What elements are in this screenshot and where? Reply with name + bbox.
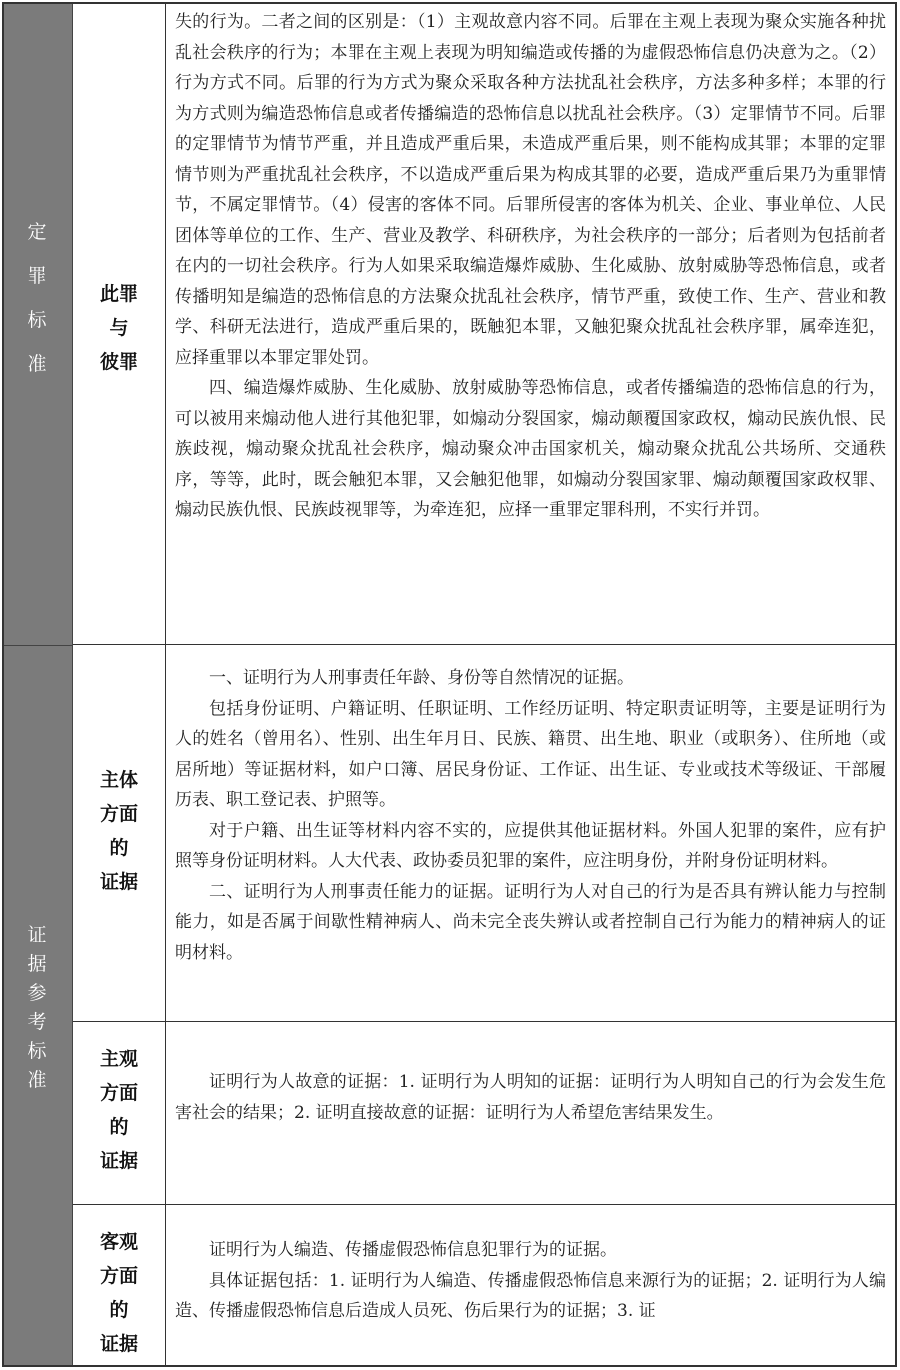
paragraph: 证明行为人故意的证据：1. 证明行为人明知的证据：证明行为人明知自己的行为会发生危害社会的结果；2. 证明直接故意的证据：证明行为人希望危害结果发生。: [175, 1072, 886, 1123]
section-sidebar-conviction-standard: [2, 2, 73, 645]
sidebar-char: 标: [27, 1040, 47, 1062]
sidebar-label: [2, 210, 72, 386]
row-label-line: 证据: [99, 871, 138, 893]
paragraph: 二、证明行为人刑事责任能力的证据。证明行为人对自己的行为是否具有辨认能力与控制能力，如是否属于间歇性精神病人、尚未完全丧失辨认或者控制自己行为能力的精神病人的证明材料。: [175, 881, 886, 963]
paragraph: 失的行为。二者之间的区别是：（1）主观故意内容不同。后罪在主观上表现为聚众实施各种扰乱社会秩序的行为；本罪在主观上表现为明知编造或传播的为虚假恐怖信息仍决意为之。（2）行为方式不同。后罪的行为方式为聚众采取各种方法扰乱社会秩序，方法多种多样；本罪的行为方式则为编造恐怖信息或者传播编造的恐怖信息以扰乱社会秩序。（3）定罪情节不同。后罪的定罪情节为情节严重，并且造成严重后果，未造成严重后果，则不能构成其罪；本罪的定罪情节则为严重扰乱社会秩序，不以造成严重后果为构成其罪的必要，造成严重后果乃为重罪情节，不属定罪情节。（4）侵害的客体不同。后罪所侵害的客体为机关、企业、事业单位、人民团体等单位的工作、生产、营业及教学、科研秩序，为社会秩序的一部分；后者则为包括前者在内的一切社会秩序。行为人如果采取编造爆炸威胁、生化威胁、放射威胁等恐怖信息，或者传播明知是编造的恐怖信息的方法聚众扰乱社会秩序，情节严重，致使工作、生产、营业和教学、科研无法进行，造成严重后果的，既触犯本罪，又触犯聚众扰乱社会秩序罪，属牵连犯，应择重罪以本罪定罪处罚。: [175, 12, 886, 368]
sidebar-char: 准: [27, 353, 47, 375]
sidebar-char: 准: [27, 1069, 47, 1091]
row-label-line: 的: [109, 1299, 129, 1321]
paragraph: 四、编造爆炸威胁、生化威胁、放射威胁等恐怖信息，或者传播编造的恐怖信息的行为，可以被用来煽动他人进行其他犯罪，如煽动分裂国家，煽动颠覆国家政权，煽动民族仇恨、民族歧视，煽动聚众扰乱社会秩序，煽动聚众冲击国家机关，煽动聚众扰乱公共场所、交通秩序，等等，此时，既会触犯本罪，又会触犯他罪，如煽动分裂国家罪、煽动颠覆国家政权罪、煽动民族仇恨、民族歧视罪等，为牵连犯，应择一重罪定罪科刑，不实行并罚。: [175, 378, 886, 520]
row-label-subject-evidence: [73, 645, 166, 1022]
sidebar-char: 罪: [27, 265, 47, 287]
row-label-line: 客观: [99, 1231, 138, 1253]
sidebar-char: 证: [27, 924, 47, 946]
row-label-line: 此罪: [99, 283, 138, 305]
row-content-this-vs-that-crime: [166, 2, 897, 645]
row-label-line: 方面: [99, 1265, 138, 1287]
row-label-line: 方面: [99, 803, 138, 825]
paragraph: 一、证明行为人刑事责任年龄、身份等自然情况的证据。: [209, 668, 634, 688]
sidebar-char: 参: [27, 982, 47, 1004]
row-label-line: 方面: [99, 1082, 138, 1104]
sidebar-char: 标: [27, 309, 47, 331]
row-content-subjective-evidence: [166, 1022, 897, 1205]
paragraph: 对于户籍、出生证等材料内容不实的，应提供其他证据材料。外国人犯罪的案件，应有护照等身份证明材料。人大代表、政协委员犯罪的案件，应注明身份，并附身份证明材料。: [175, 820, 886, 871]
row-content-objective-evidence: [166, 1205, 897, 1367]
row-label-line: 主体: [99, 769, 138, 791]
sidebar-char: 据: [27, 953, 47, 975]
row-label-objective-evidence: [73, 1205, 166, 1367]
row-label-line: 证据: [99, 1333, 138, 1355]
row-label-line: 主观: [99, 1048, 138, 1070]
row-label-line: 的: [109, 1116, 129, 1138]
row-label-line: 与: [109, 317, 129, 339]
sidebar-char: 定: [27, 221, 47, 243]
row-label-subjective-evidence: [73, 1022, 166, 1205]
row-content-subject-evidence: [166, 645, 897, 1022]
row-label-line: 的: [109, 837, 129, 859]
row-label-this-vs-that-crime: [73, 2, 166, 645]
section-sidebar-evidence-standard: [2, 645, 73, 1367]
paragraph: 具体证据包括：1. 证明行为人编造、传播虚假恐怖信息来源行为的证据；2. 证明行为人编造、传播虚假恐怖信息后造成人员死、伤后果行为的证据；3. 证: [175, 1270, 886, 1321]
paragraph: 包括身份证明、户籍证明、任职证明、工作经历证明、特定职责证明等，主要是证明行为人的姓名（曾用名）、性别、出生年月日、民族、籍贯、出生地、职业（或职务）、住所地（或居所地）等证据材料，如户口簿、居民身份证、工作证、出生证、专业或技术等级证、干部履历表、职工登记表、护照等。: [175, 698, 886, 810]
sidebar-label: [2, 921, 72, 1095]
paragraph: 证明行为人编造、传播虚假恐怖信息犯罪行为的证据。: [209, 1240, 617, 1260]
row-label-line: 证据: [99, 1150, 138, 1172]
sidebar-char: 考: [27, 1011, 47, 1033]
row-label-line: 彼罪: [99, 351, 138, 373]
